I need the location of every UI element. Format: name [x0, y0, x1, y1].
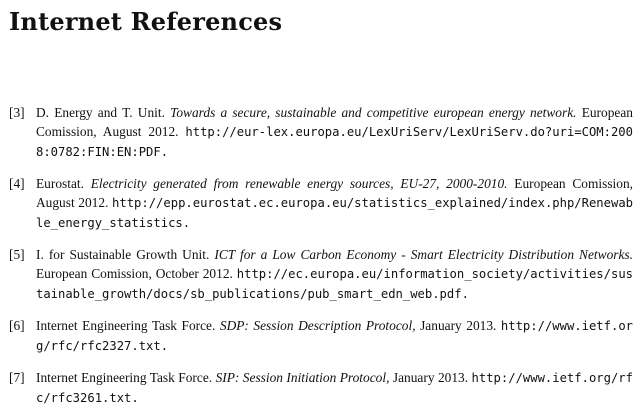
- reference-title: Electricity generated from renewable energy sources, EU-27, 2000-2010.: [90, 176, 508, 191]
- reference-item: [9, 245, 633, 304]
- reference-authors: Internet Engineering Task Force.: [36, 370, 213, 385]
- reference-details: January 2013.: [392, 370, 469, 385]
- reference-title: ICT for a Low Carbon Economy - Smart Electricity Distribution Networks.: [214, 247, 633, 262]
- reference-number: [5]: [9, 247, 25, 262]
- reference-url[interactable]: http://www.ietf.org/rfc/rfc3261.txt.: [36, 371, 633, 405]
- reference-list: [9, 103, 633, 420]
- reference-number: [3]: [9, 105, 25, 120]
- reference-item: [9, 316, 633, 356]
- reference-authors: I. for Sustainable Growth Unit.: [36, 247, 210, 262]
- reference-number: [7]: [9, 370, 25, 385]
- reference-authors: D. Energy and T. Unit.: [36, 105, 165, 120]
- reference-url[interactable]: http://www.ietf.org/rfc/rfc2327.txt.: [36, 319, 633, 353]
- reference-authors: Internet Engineering Task Force.: [36, 318, 216, 333]
- reference-details: European Comission, October 2012.: [36, 266, 233, 281]
- reference-details: European Comission, August 2012.: [36, 176, 633, 210]
- reference-title: SIP: Session Initiation Protocol,: [215, 370, 390, 385]
- reference-details: European Comission, August 2012.: [36, 105, 633, 139]
- reference-item: [9, 368, 633, 408]
- reference-item: [9, 103, 633, 162]
- reference-authors: Eurostat.: [36, 176, 84, 191]
- reference-url[interactable]: http://ec.europa.eu/information_society/activities/sustainable_growth/docs/sb_publications/pub_smart_edn_web.pdf.: [36, 267, 633, 301]
- reference-url[interactable]: http://eur-lex.europa.eu/LexUriServ/LexUriServ.do?uri=COM:2008:0782:FIN:EN:PDF.: [36, 125, 633, 159]
- reference-url[interactable]: http://epp.eurostat.ec.europa.eu/statistics_explained/index.php/Renewable_energy_statistics.: [36, 196, 633, 230]
- section-heading: Internet References: [9, 7, 283, 36]
- reference-number: [6]: [9, 318, 25, 333]
- reference-item: [9, 174, 633, 233]
- reference-title: SDP: Session Description Protocol,: [219, 318, 416, 333]
- reference-number: [4]: [9, 176, 25, 191]
- reference-details: January 2013.: [420, 318, 497, 333]
- reference-title: Towards a secure, sustainable and competitive european energy network.: [170, 105, 577, 120]
